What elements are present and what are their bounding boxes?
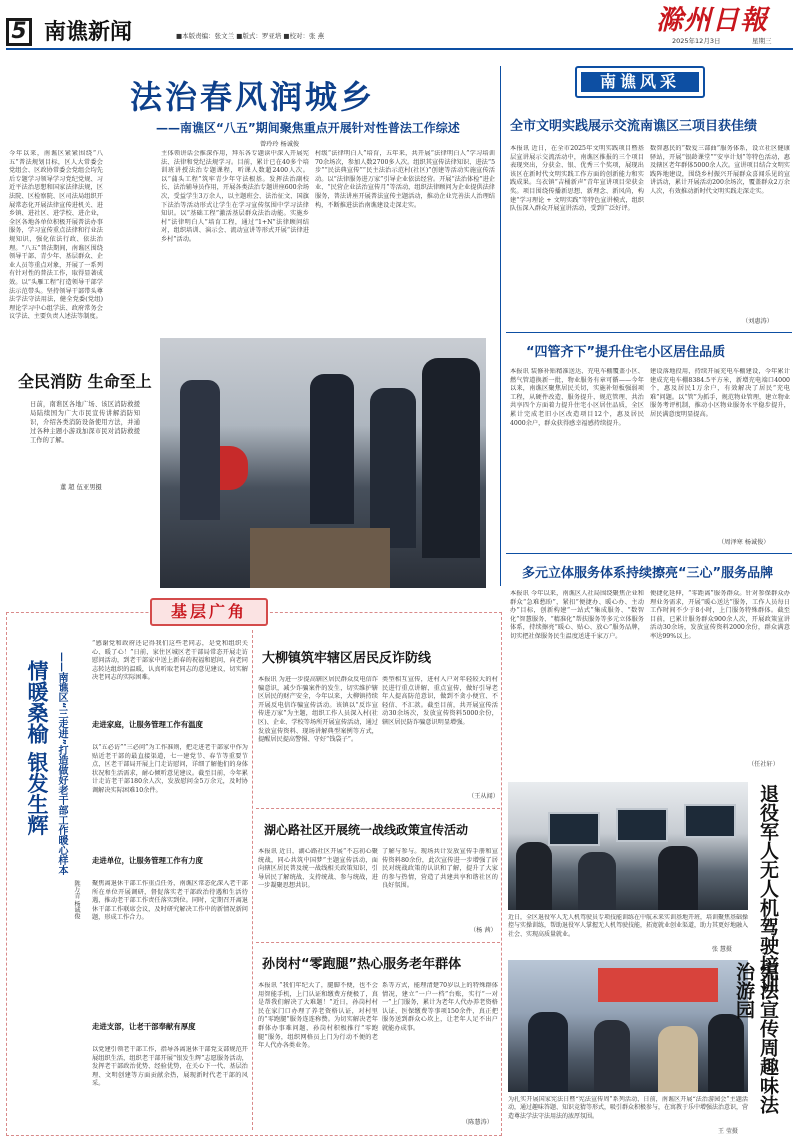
page-number: 5: [6, 18, 32, 46]
nqfc-a2-credit: （周泽寒 杨诚俊）: [718, 539, 770, 546]
jc-banner: [150, 598, 268, 626]
drone-training-title: 退役军人无人机驾驶培训: [757, 784, 779, 993]
nqfc-a1-col1: 本报讯 近日，在全市2025年文明实践项目暨基层宣讲展示交流活动中，南谯区推报的三个项目表现突出，分获金、银、优秀三个奖项，展现出该区在新时代文明实践工作方面的创新能力和实践成果。乌衣镇“吉桶新声”青年宣讲项目荣获金奖。项目围绕传播新思想、新理念、新风尚，构建“学习理论 + 文明实践”等特色宣讲模式，组织队伍深入群众开展宣讲活动，受到广泛好评。: [510, 145, 644, 213]
issue-date: 2025年12月3日: [672, 37, 721, 45]
nqfc-a1-credit: （刘惠涛）: [742, 318, 773, 325]
jc-a2-credit: （杨 茜）: [470, 927, 497, 934]
jc-side-byline: 陈万青 杨诚俊: [73, 880, 80, 920]
drone-training-photo: [508, 782, 748, 910]
jc-a1-divider: [256, 808, 500, 809]
drone-training-credit: 张 慧摄: [712, 946, 732, 953]
jc-a1-col1: 本报讯 为进一步提高辖区居民群众反电信诈骗意识，减少诈骗案件的发生，切实维护辖区居民的财产安全，今年以来，大柳镇持续开展反电信诈骗宣传活动。该镇以“反诈宣传进万家”为主题，组织工作人员深入村(社区)、企业、学校等场所开展宣传活动，通过发放宣传资料、现场讲解典型案例等方式，提醒居民提高警惕、守好“钱袋子”。: [258, 676, 378, 744]
nqfc-a3-title: 多元立体服务体系持续擦亮“三心”服务品牌: [522, 566, 774, 581]
constitution-week-title: 宪法宣传周趣味法治游园: [733, 962, 779, 1114]
nqfc-a2-title: “四管齐下”提升住宅小区居住品质: [526, 345, 726, 360]
nqfc-banner: [575, 66, 705, 98]
lead-column-1b: [105, 150, 157, 366]
jc-side-intro: “感谢党和政府还记得我们这些老同志，是党和组织关心、暖了心！”日前，家住区城区老干部局常态开展走访慰问活动，到老干部家中送上新春的祝福和慰问，向老同志转达组织的温暖，认真听取老同志的意见建议，切实解决老同志的实际困难。: [92, 640, 248, 682]
jc-side-para-1: 以“五必访”“三必问”为工作准则，把走进老干部家中作为贴近老干部的最直接渠道，七一建党节、春节等重要节点，区老干部局开展上门走访慰问，详细了解他们的身体状况和生活需求，耐心倾听意见建议。截至目前，今年累计走访老干部180余人次，发放慰问金5万余元，及时协调解决实际困难10余件。: [92, 744, 248, 794]
nqfc-a1-divider: [506, 332, 792, 333]
jc-side-para-2: 聚焦离退休干部工作重点任务，南谯区常态化深入老干部所在单位开展调研，督促落实老干部政治待遇和生活待遇，推动老干部工作责任落实到位。同时，定期召开离退休干部工作联席会议，及时研究解决工作中的新情况新问题，形成工作合力。: [92, 880, 248, 922]
nqfc-a2-divider: [506, 553, 792, 554]
editor-line: ■本版责编：张文兰 ■版式：罗亚培 ■校对：张 燕: [176, 32, 325, 40]
nqfc-a2-col1: 本报讯 装修补贴精准送达、充电车棚覆盖小区、燃气管道换新一批，物业服务有章可循——今年以来，南谯区聚焦居民关切，实施补短板强弱项工程，从硬件改造、服务提升、规范管理、共治共享四个方面着力提升住宅小区居住品质，全区累计完成老旧小区改造项目12个，惠及居民4000余户，群众获得感幸福感持续提升。: [510, 368, 644, 427]
lead-subtitle: ——南谯区“八五”期间聚焦重点开展针对性普法工作综述: [156, 121, 460, 135]
nqfc-a3-col1: 本报讯 今年以来，南谯区人社局围绕聚焦企业和群众“急难愁盼”，紧扣“便捷办、暖心办、主动办”目标，创新构建“一站式”集成服务、“数智化”智慧服务、“精准化”帮扶服务等多元立体服务体系，持续擦亮“暖心、贴心、放心”服务品牌，切实把社保服务民生温度送进千家万户。: [510, 590, 644, 640]
jc-column-rule: [252, 630, 253, 1130]
jc-a2-divider: [256, 942, 500, 943]
constitution-week-credit: 王 莹摄: [718, 1128, 738, 1135]
nqfc-a1-col2: 数智惠民的“数爱三部曲”服务体系，设立社区健康驿站，开展“银龄课堂”“安享计划”等特色活动，惠及辖区老年群体5000余人次。宣讲项目结合文明实践阵地建设，围绕乡村振兴开展群众喜闻乐见的宣讲活动，累计开展活动200余场次，覆盖群众2万余人次，有效推动新时代文明实践走深走实。: [650, 145, 790, 195]
jc-a3-col2: 系等方式，能理清楚70岁以上的特殊群体情况，建立“一户一档”台账，实行“一对一”上门服务，累计为老年人代办养老资格认证、医保缴费等事项150余件，真正把服务送到群众心坎上，让老年人足不出户就能办成事。: [382, 982, 498, 1032]
jc-side-title: 情暖桑榆 银发生辉: [25, 660, 50, 836]
jc-side-para-3: 以党建引领老干部工作，指导各离退休干部党支部规范开展组织生活，组织老干部开展“银发生辉”志愿服务活动，发挥老干部政治优势、经验优势，在关心下一代、基层治理、文明创建等方面贡献余热，展现新时代老干部的风采。: [92, 1046, 248, 1088]
page-header: [0, 0, 798, 52]
jc-a2-col2: 了解与参与。现场共计发放宣传手册和宣传资料80余份，此次宣传进一步增强了居民对统战政策的认识和了解，提升了大家的参与热情，营造了共建共享和谐社区的良好氛围。: [382, 848, 498, 890]
lead-column-2: 主体领讲话会推深作用，拜东各专题读中深入开展宪法、法律和党纪法规学习。目前，累计已在40多个培训班讲授法治专题课程，听课人数超2400人次。以“蒲头工程”筑牢青少年守法根基。发挥法治副校长、法治辅导员作用，开展各类法治专题讲座600余场次，受益学生3万余人，以主题班会、法治征文、国旗下法治等活动形式让学生在学习宣传氛围中学习法律知识。以“基础工程”激活基层群众法治动能。实施乡村“法律明白人”培育工程，通过“1+N”法律顾问结对，组织培训、演示会、流动宣讲等形式开展“法律进乡村”活动。: [161, 150, 309, 243]
jc-a3-col1: 本报讯 “我们年纪大了，腿脚不便，也不会用智能手机，上门认证和缴费方便极了，真是帮我们解决了大难题！”近日，孙岗村村民在家门口办理了养老资格认证，对村里的“零跑腿”服务连连称赞。为切实解决老年群体办事难问题，孙岗村积极推行“零跑腿”服务，组织网格员上门为行动不便的老年人代办各类业务。: [258, 982, 378, 1050]
section-name: 南谯新闻: [44, 20, 133, 45]
lead-column-3: 村级“法律明白人”培育，五年来，共开展“法律明白人”学习培训70余场次，参加人数2700多人次。组织其宣传法律知识、进法“5步”“民法典宣传”“民主法治示范村(社区)”创建等活动实施宣传活动。以“法律服务进万家”引导企业依法经营。开展“法治体检”进企业、“民营企业法治宣传月”等活动，组织法律顾问为企业提供法律服务，普法讲座开展普法宣传主题活动，推动企业完善法人治理结构，不断推进法治南谯建设走深走实。: [315, 150, 495, 209]
fire-safety-caption: 日前，南谯区各地广场、该区消防救援局陆续国为广大市民宣传讲解消防知识，介绍各类消防设备使用方法，并通过各种主题小游戏加深市民对消防救援工作的了解。: [30, 401, 140, 444]
nqfc-a1-title: 全市文明实践展示交流南谯区三项目获佳绩: [510, 119, 758, 134]
jc-a2-col1: 本报讯 近日，湖心路社区开展“不忘初心聚统战，同心共筑中国梦”主题宣传活动，面向辖区居民普及统一战线相关政策知识，引导居民了解统战、支持统战、参与统战，进一步凝聚思想共识。: [258, 848, 378, 890]
jc-a1-title: 大柳镇筑牢辖区居民反诈防线: [262, 651, 432, 666]
lead-column-1: 今年以来，南谯区紧紧围绕“八五”普法规划目标，区人大常委会党组会、区政协常委会党组会均先后专题学习领导学习党纪党规、习近平法治思想和国家法律法规，区法院、区检察院、区司法局组织开展常态化开展法律宣传进机关、进乡镇、进社区、进学校、进企业，全区各地各单位积极开展普法办事服务，学习宣传重点法律和行业法规知识，强化依法行政、依法治理。“八五”普法期间，南谯区围绕领导干部、青少年、基层群众、企业人员等重点对象，开展了一系列有针对性的普法工作，取得显著成效。以“头雁工程”打造领导干部学法示范带头。坚持领导干部带头尊法学法守法用法，健全党委(党组)理论学习中心组学法、政府常务会议学法、主要负责人述法等制度。: [9, 150, 103, 321]
jc-a1-col2: 类型相互宣传，进村入户对年轻较大的村民进行重点讲解，重点宣传，做好引导老年人提高防范意识，做到不贪小便宜、不轻信、不汇款。截至目前，共开展宣传活动30余场次，发放宣传资料5000余份，辖区居民防诈骗意识明显增强。: [382, 676, 498, 726]
jc-a1-credit: （王从闻）: [468, 793, 499, 800]
header-rule: [6, 48, 793, 50]
jc-banner-label: 基层广角: [170, 602, 247, 621]
fire-safety-credit: 董 超 伍亚男摄: [60, 484, 102, 491]
nqfc-a2-col2: 建设落地投用，持续开展充电车棚建设，今年累计建成充电车棚8384.5平方米，新增充电端口4000个，惠及居民1万余户，有效解决了居民“充电难”问题。以“管”为抓手，规范物业管理，建立物业服务考评机制，推动小区物业服务水平稳步提升，居民满意度明显提高。: [650, 368, 790, 418]
jc-a3-credit: （陈慧涛）: [462, 1119, 493, 1126]
constitution-week-caption: 为扎实开展国家宪法日暨“宪法宣传周”系列活动，日前，南谯区开展“法治游园会”主题活动，通过趣味答题、知识竞猜等形式，吸引群众积极参与，在寓教于乐中增强法治意识，营造尊法学法守法用法的浓厚氛围。: [508, 1096, 748, 1120]
paper-masthead-logo: 滁州日報: [656, 5, 768, 36]
jc-side-heading-2: 走进单位，让服务管理工作有力度: [92, 856, 203, 865]
lead-title: 法治春风润城乡: [130, 78, 376, 116]
nqfc-a3-credit: （任社轩）: [748, 761, 779, 768]
fire-safety-title: 全民消防 生命至上: [18, 372, 152, 391]
jc-a3-title: 孙岗村“零跑腿”热心服务老年群体: [262, 957, 462, 972]
jc-side-heading-1: 走进家庭，让服务管理工作有温度: [92, 720, 203, 729]
jc-side-heading-3: 走进支部，让老干部奉献有厚度: [92, 1022, 196, 1031]
drone-training-caption: 近日，全区退役军人无人机驾驶员专项技能训练在中航未来实训基地开班，培训聚焦基础操控与实操训练，帮助退役军人掌握无人机驾驶技能，拓宽就业创业渠道，助力其更好地融入社会、实现高质量就业。: [508, 914, 748, 938]
fire-safety-photo: [160, 338, 486, 588]
nqfc-a3-col2: 便捷化延伸，“零距离”服务群众。针对参保群众办理业务需求，开展“暖心送达”服务，工作人员每日工作时间不少于8小时，上门服务特殊群体。截至目前，已累计服务群众900余人次，开展政策宣讲活动30余场，发放宣传资料2000余份，群众满意率达99%以上。: [650, 590, 790, 640]
jc-side-subtitle: ——南谯区“三走进”打造做好老干部工作暖心样本: [56, 652, 67, 876]
jc-a2-title: 湖心路社区开展统一战线政策宣传活动: [264, 823, 469, 837]
issue-weekday: 星期三: [752, 37, 772, 45]
constitution-week-photo: [508, 960, 748, 1092]
nqfc-banner-label: 南谯风采: [599, 72, 680, 91]
lead-byline: 曾玲玲 杨诚俊: [260, 141, 300, 148]
